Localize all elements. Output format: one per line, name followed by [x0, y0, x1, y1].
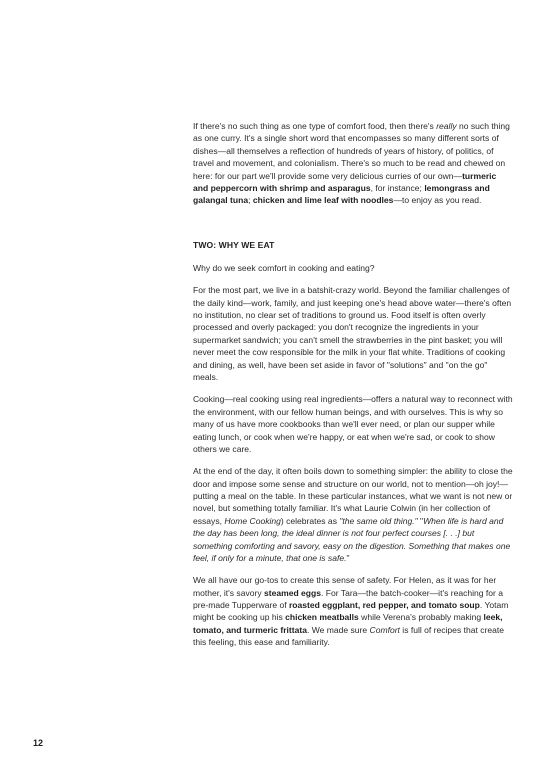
text-run: is full of recipes that create this feeling, this ease and familiarity. — [193, 624, 504, 648]
italic-text: Comfort — [369, 624, 400, 635]
italic-text: really — [436, 121, 457, 131]
italic-text: Home Cooking — [224, 515, 281, 526]
bold-recipe-name: leek, tomato, and turmeric frittata — [193, 612, 503, 635]
text-run: For the most part, we live in a batshit-crazy world. Beyond the familiar challenges of the daily kind—work, family, and just keeping one's head above water—there's often no institution, no clear set of traditions to ground us. Food itself is often overly processed and overly packaged: you don't recognize the ingredients in your supermarket sandwich; you can't smell the strawberries in the pint basket; you will never meet the cow responsible for the milk in your flat white. Traditions of cooking and dining, as well, have been set aside in favor of "solutions" and "on the go" meals. — [193, 285, 512, 383]
text-run: . We made sure — [306, 624, 370, 635]
bold-recipe-name: roasted eggplant, red pepper, and tomato soup — [288, 599, 480, 610]
text-run: Cooking—real cooking using real ingredients—offers a natural way to reconnect with the environment, with our fellow human beings, and with ourselves. This is why so many of us have more cookbooks than we'll ever need, or plan our supper while eating lunch, or cook when we're happy, or eat when we're sad, or cook to show others we care. — [193, 394, 513, 454]
italic-text: When life is hard and the day has been long, the ideal dinner is not four perfect courses [. . .] but something comforting and savory, easy on the digestion. Something that makes one feel, if only for a minute, that one is safe. — [193, 515, 511, 563]
italic-text: "the same old thing." — [339, 515, 418, 526]
text-run: . Yotam might be cooking up his — [193, 599, 509, 623]
bold-recipe-name: chicken and lime leaf with noodles — [252, 195, 394, 206]
bold-recipe-name: steamed eggs — [263, 587, 321, 598]
body-paragraph — [193, 284, 513, 383]
text-run: ) celebrates as — [280, 515, 340, 526]
intro-paragraph — [193, 120, 513, 207]
text-run: while Verena's probably making — [358, 612, 484, 623]
text-run: At the end of the day, it often boils down to something simpler: the ability to close the door and impose some sense and structure on our world, not to mention—oh joy!—putting a meal on the table. In these particular instances, what we want is not new or novel, but something totally familiar. It's what Laurie Colwin (in her collection of essays, — [193, 466, 513, 526]
text-run: We all have our go-tos to create this sense of safety. For Helen, as it was for her mother, it's savory — [193, 575, 497, 598]
text-run: Why do we seek comfort in cooking and eating? — [193, 263, 375, 274]
text-run: —to enjoy as you read. — [393, 195, 482, 206]
text-run: . For Tara—the batch-cooker—it's reaching for a pre-made Tupperware of — [193, 587, 503, 610]
text-run: ; — [248, 195, 253, 206]
text-run: " — [417, 515, 424, 526]
section-spacer — [193, 217, 513, 239]
body-paragraph — [193, 262, 513, 274]
text-run: , for instance; — [370, 183, 425, 194]
body-paragraph — [193, 393, 513, 455]
section-heading: TWO: WHY WE EAT — [193, 239, 275, 250]
text-run: " — [346, 552, 350, 563]
text-run: no such thing as one curry. It's a single short word that encompasses so many different sorts of dishes—all themselves a reflection of hundreds of years of history, of politics, of travel and movement, and colonialism. There's so much to be read and chewed on here: for our part we'll provide some very delicious curries of our own— — [193, 121, 510, 181]
body-paragraph — [193, 574, 513, 648]
bold-recipe-name: lemongrass and galangal tuna — [193, 183, 490, 206]
bold-recipe-name: turmeric and peppercorn with shrimp and asparagus — [193, 170, 497, 194]
page-number: 12 — [33, 738, 44, 748]
text-run: If there's no such thing as one type of comfort food, then there's — [193, 121, 437, 131]
bold-recipe-name: chicken meatballs — [285, 612, 359, 623]
article-body — [193, 120, 513, 658]
section-paragraphs — [193, 262, 513, 649]
body-paragraph — [193, 465, 513, 564]
